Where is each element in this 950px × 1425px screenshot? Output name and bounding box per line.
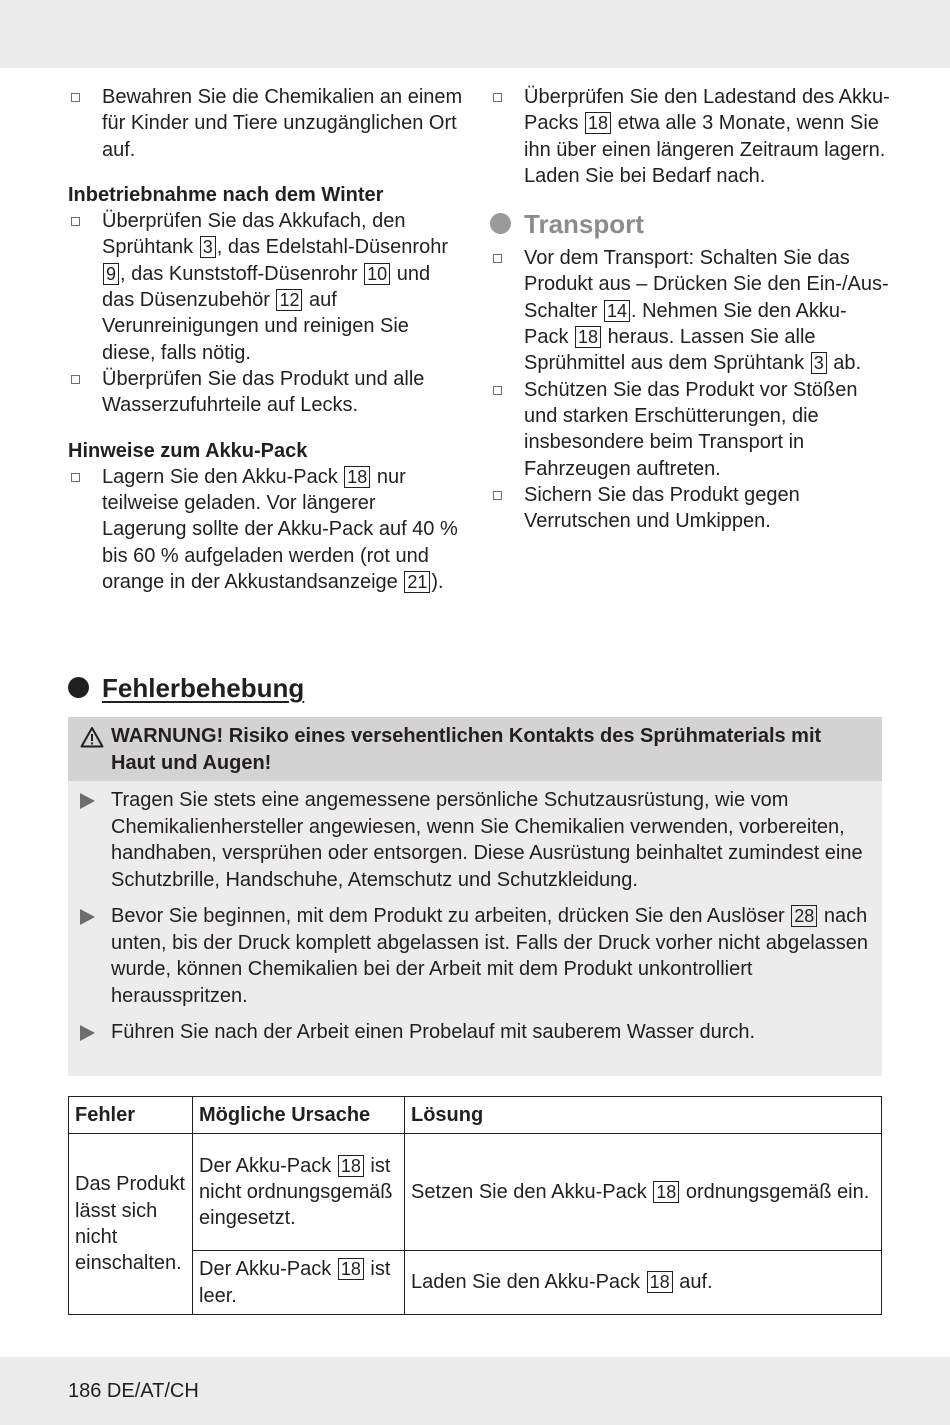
part-ref: 18: [585, 112, 611, 134]
part-ref: 9: [103, 263, 119, 285]
checkbox-bullet-icon: [493, 491, 502, 500]
text: Bevor Sie beginnen, mit dem Produkt zu arbeiten, drücken Sie den Auslöser: [111, 905, 791, 927]
warning-item-text: Tragen Sie stets eine angemessene persönliche Schutzausrüstung, wie vom Chemikalienhersteller angewiesen, wenn Sie Chemikalien verwenden, vorbereiten, handhaben, versprühen oder entsorgen. Diese Ausrüstung beinhaltet zumindest eine Schutzbrille, Handschuhe, Atemschutz und Schutzkleidung.: [111, 789, 863, 891]
list-item-text: Schützen Sie das Produkt vor Stößen und starken Erschütterungen, die insbesondere beim Transport in Fahrzeugen auftreten.: [524, 378, 858, 480]
list-item: [490, 84, 890, 189]
text: ist nicht ordnungsgemäß eingesetzt.: [199, 1154, 393, 1230]
part-ref: 18: [647, 1271, 673, 1293]
text: Überprüfen Sie das Akkufach, den Sprühtank: [102, 210, 406, 259]
part-ref: 3: [811, 352, 827, 374]
text: , das Edelstahl-Düsenrohr: [216, 236, 448, 259]
part-ref: 18: [338, 1258, 364, 1280]
part-ref: 18: [338, 1155, 364, 1177]
text: ordnungsgemäß ein.: [680, 1180, 870, 1203]
text: ab.: [827, 352, 862, 375]
list-item: [490, 377, 890, 482]
akku-heading: Hinweise zum Akku-Pack: [68, 439, 308, 462]
text: ist leer.: [199, 1258, 391, 1307]
cause-cell: [193, 1134, 405, 1251]
fehler-heading: [68, 672, 304, 704]
part-ref: 21: [404, 571, 430, 593]
header-band: [0, 0, 950, 68]
text: etwa alle 3 Monate, wenn Sie ihn über einen längeren Zeitraum lagern. Laden Sie bei Bedarf nach.: [524, 112, 886, 187]
part-ref: 10: [364, 263, 390, 285]
checkbox-bullet-icon: [71, 473, 80, 482]
bullet-dot-icon: [68, 677, 89, 698]
part-ref: 28: [791, 905, 817, 927]
list-item-text: Bewahren Sie die Chemikalien an einem für Kinder und Tiere unzugänglichen Ort auf.: [102, 86, 463, 161]
text: Überprüfen Sie den Ladestand des Akku-Packs: [524, 86, 890, 135]
text: und das Düsenzubehör: [102, 262, 431, 312]
text: nur teilweise geladen. Vor längerer Lagerung sollte der Akku-Pack auf 40 % bis 60 % aufgeladen werden (rot und orange in der Akkustandsanzeige: [102, 465, 458, 594]
solution-cell: [405, 1134, 882, 1251]
winter-heading: Inbetriebnahme nach dem Winter: [68, 183, 384, 206]
text: Setzen Sie den Akku-Pack: [411, 1180, 653, 1203]
arrow-bullet-icon: [80, 909, 95, 925]
text: Der Akku-Pack: [199, 1154, 337, 1177]
column-header: Fehler: [69, 1097, 193, 1134]
checkbox-bullet-icon: [71, 375, 80, 384]
solution-cell: [405, 1251, 882, 1315]
column-header: Mögliche Ursache: [193, 1097, 405, 1134]
list-item-text: Sichern Sie das Produkt gegen Verrutschen und Umkippen.: [524, 483, 800, 533]
part-ref: 18: [575, 326, 601, 348]
part-ref: 18: [344, 466, 370, 488]
column-header: Lösung: [405, 1097, 882, 1134]
checkbox-bullet-icon: [71, 217, 80, 226]
list-item: [68, 84, 463, 163]
text: . Nehmen Sie den Akku-Pack: [524, 299, 847, 349]
warning-header: [68, 717, 882, 781]
section-title: Transport: [524, 209, 644, 240]
troubleshooting-table: [68, 1096, 882, 1315]
arrow-bullet-icon: [80, 793, 95, 809]
text: , das Kunststoff-Düsenrohr: [120, 262, 364, 285]
part-ref: 3: [200, 236, 216, 258]
part-ref: 12: [276, 289, 302, 311]
table-row: [69, 1134, 882, 1251]
checkbox-bullet-icon: [493, 386, 502, 395]
list-item-text: Überprüfen Sie das Produkt und alle Wasserzufuhrteile auf Lecks.: [102, 367, 425, 417]
list-item: [490, 245, 890, 376]
list-item: [68, 208, 463, 366]
fault-cell: Das Produkt lässt sich nicht einschalten.: [69, 1134, 193, 1315]
warning-items: [68, 781, 882, 1046]
warning-item-text: Führen Sie nach der Arbeit einen Probelauf mit sauberem Wasser durch.: [111, 1021, 756, 1043]
text: nach unten, bis der Druck komplett abgelassen ist. Falls der Druck vorher nicht abgelassen wurde, können Chemikalien bei der Arbeit mit dem Produkt unkontrolliert herausspritzen.: [111, 905, 869, 1007]
checkbox-bullet-icon: [493, 254, 502, 263]
warning-title: WARNUNG! Risiko eines versehentlichen Kontakts des Sprühmaterials mit Haut und Augen!: [111, 725, 822, 774]
warning-item: [111, 1019, 872, 1046]
table-header-row: [69, 1097, 882, 1134]
warning-triangle-icon: [80, 726, 104, 748]
text: auf.: [673, 1271, 713, 1294]
page-number: 186 DE/AT/CH: [68, 1380, 199, 1402]
text: auf Verunreinigungen und reinigen Sie diese, falls nötig.: [102, 289, 409, 364]
text: heraus. Lassen Sie alle Sprühmittel aus dem Sprühtank: [524, 326, 816, 375]
checkbox-bullet-icon: [493, 93, 502, 102]
text: Laden Sie den Akku-Pack: [411, 1271, 646, 1294]
warning-box: [68, 717, 882, 1076]
section-title: Fehlerbehebung: [102, 673, 305, 703]
checkbox-bullet-icon: [71, 93, 80, 102]
list-item: [68, 366, 463, 419]
bullet-dot-icon: [490, 213, 511, 234]
part-ref: 14: [604, 300, 630, 322]
text: Der Akku-Pack: [199, 1258, 337, 1281]
text: Lagern Sie den Akku-Pack: [102, 465, 344, 488]
transport-heading: [490, 208, 890, 240]
text: Vor dem Transport: Schalten Sie das Produkt aus – Drücken Sie den Ein-/Aus-Schalter: [524, 247, 889, 322]
cause-cell: [193, 1251, 405, 1315]
part-ref: 18: [653, 1181, 679, 1203]
right-column: [490, 84, 890, 534]
left-column: [68, 84, 463, 595]
arrow-bullet-icon: [80, 1025, 95, 1041]
warning-item: [111, 903, 872, 1009]
list-item: [490, 482, 890, 535]
text: ).: [431, 571, 444, 594]
warning-item: [111, 787, 872, 893]
list-item: [68, 464, 463, 595]
